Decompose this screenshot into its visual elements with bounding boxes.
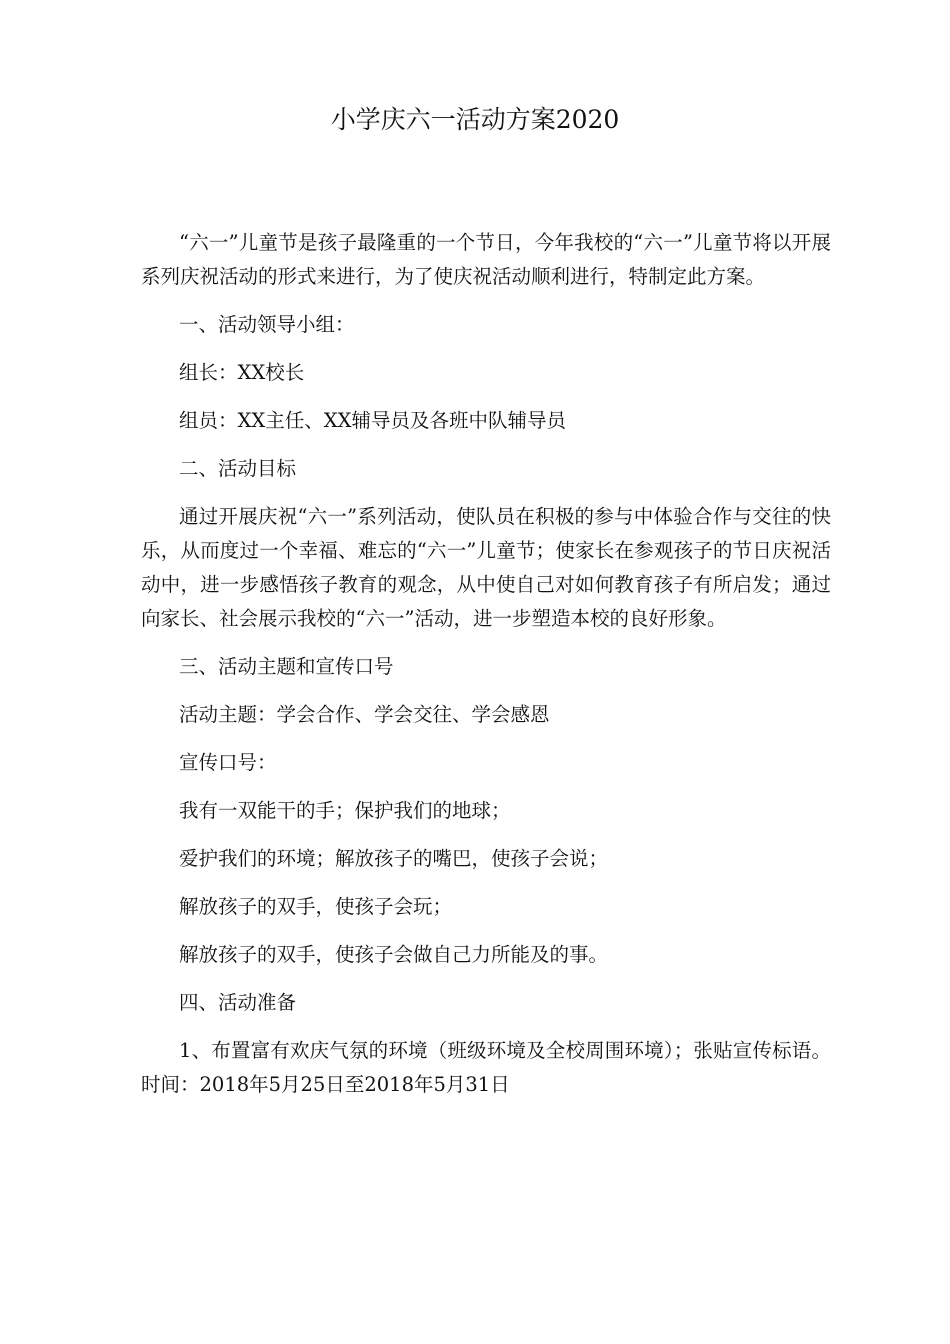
slogan-line: 解放孩子的双手，使孩子会玩；: [179, 895, 453, 918]
goals-paragraph: 通过开展庆祝“六一”系列活动，使队员在积极的参与中体验合作与交往的快乐，从而度过一个幸福、难忘的“六一”儿童节；使家长在参观孩子的节日庆祝活动中，进一步感悟孩子教育的观念，从中使自己对如何教育孩子有所启发；通过向家长、社会展示我校的“六一”活动，进一步塑造本校的良好形象。: [141, 505, 831, 630]
section-heading-leadership: 一、活动领导小组：: [179, 313, 355, 336]
slogan-heading: 宣传口号：: [179, 751, 277, 774]
theme-line: 活动主题：学会合作、学会交往、学会感恩: [179, 703, 550, 726]
preparation-item: 1、布置富有欢庆气氛的环境（班级环境及全校周围环境）；张贴宣传标语。时间：2018年5月25日至2018年5月31日: [141, 1039, 831, 1096]
slogan-line: 爱护我们的环境；解放孩子的嘴巴，使孩子会说；: [179, 847, 609, 870]
section-heading-theme: 三、活动主题和宣传口号: [179, 655, 394, 678]
slogan-line: 我有一双能干的手；保护我们的地球；: [179, 799, 511, 822]
members-line: 组员：XX主任、XX辅导员及各班中队辅导员: [179, 409, 567, 432]
section-heading-goals: 二、活动目标: [179, 457, 297, 480]
slogan-line: 解放孩子的双手，使孩子会做自己力所能及的事。: [179, 943, 609, 966]
leader-line: 组长：XX校长: [179, 361, 305, 384]
intro-paragraph: “六一”儿童节是孩子最隆重的一个节日，今年我校的“六一”儿童节将以开展系列庆祝活动的形式来进行，为了使庆祝活动顺利进行，特制定此方案。: [141, 231, 831, 288]
document-title: 小学庆六一活动方案2020: [330, 105, 620, 134]
section-heading-preparation: 四、活动准备: [179, 991, 297, 1014]
document-body: [141, 226, 831, 1116]
